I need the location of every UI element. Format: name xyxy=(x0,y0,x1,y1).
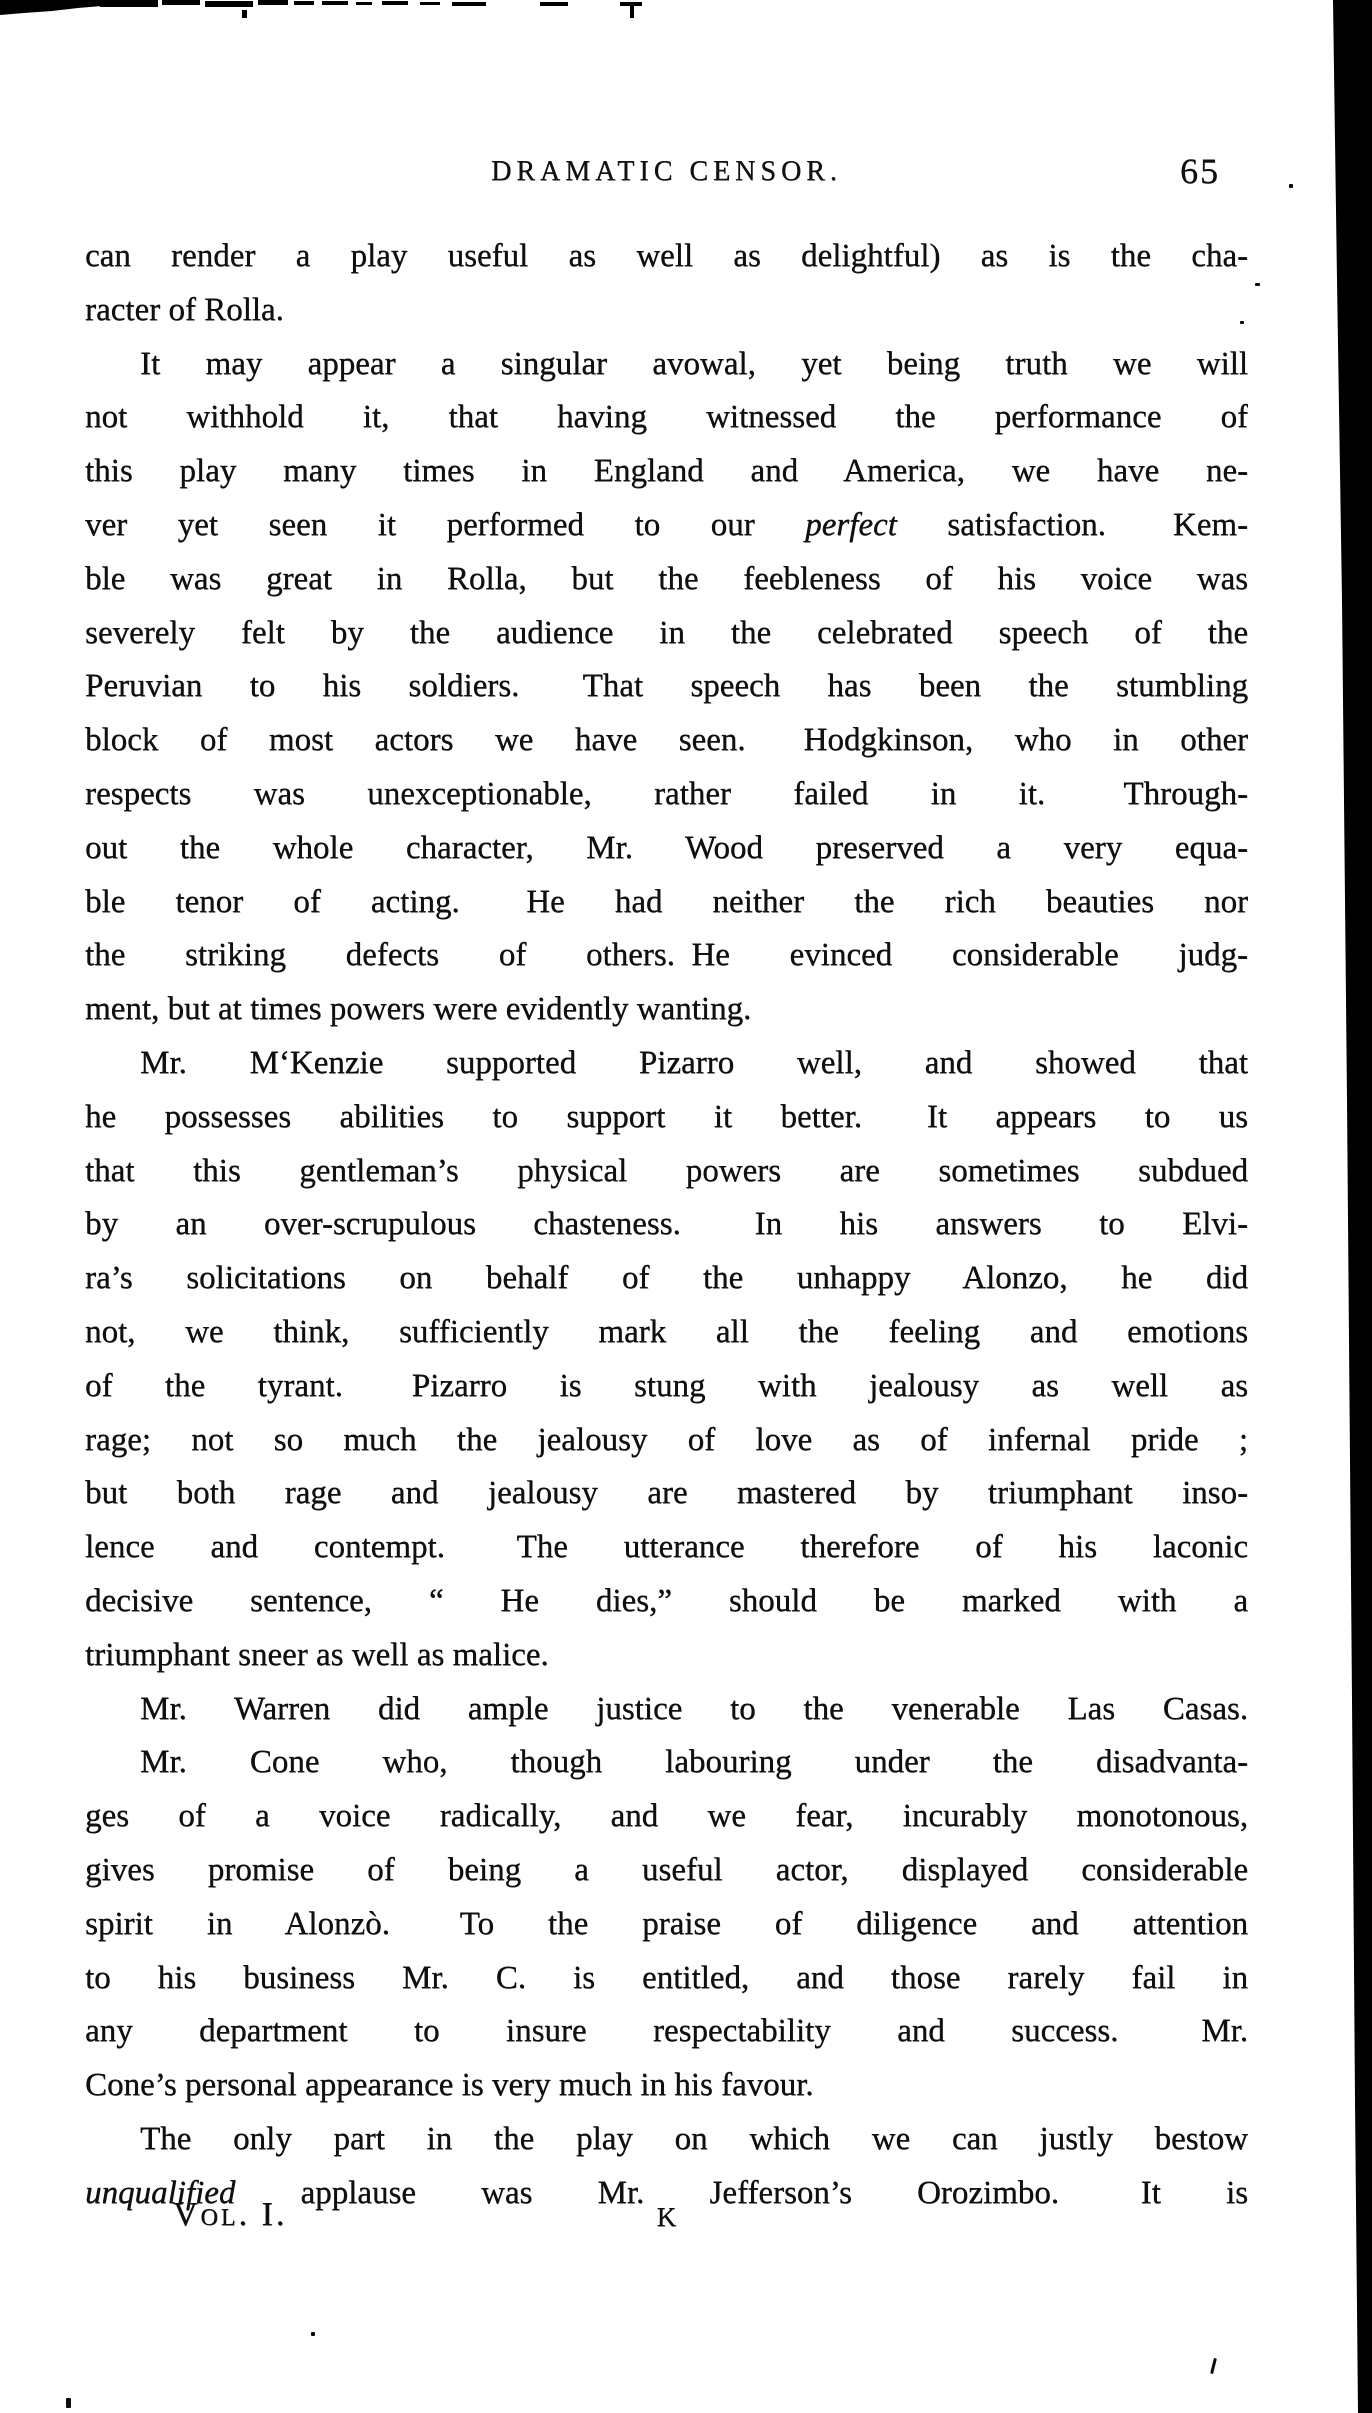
text-segment: gives promise of being a useful actor, displayed considerable xyxy=(85,1851,1248,1888)
page-header xyxy=(85,150,1248,210)
page-number: 65 xyxy=(1180,151,1220,191)
text-line xyxy=(85,2005,1248,2059)
text-segment: It may appear a singular avowal, yet being truth we will xyxy=(140,345,1248,382)
scan-speck xyxy=(66,2398,71,2408)
text-segment: by an over-scrupulous chasteness. In his answers to Elvi- xyxy=(85,1206,1248,1243)
text-segment: the striking defects of others. He evinced considerable judg- xyxy=(85,937,1248,974)
text-line xyxy=(85,660,1248,714)
text-segment: ra’s solicitations on behalf of the unhappy Alonzo, he did xyxy=(85,1260,1248,1297)
text-line xyxy=(85,1467,1248,1521)
text-segment: lence and contempt. The utterance therefore of his laconic xyxy=(85,1529,1248,1566)
signature-mark: K xyxy=(656,2202,677,2232)
text-segment: but both rage and jealousy are mastered by triumphant inso- xyxy=(85,1475,1248,1512)
scan-artifact-top-edge xyxy=(0,0,700,24)
text-line xyxy=(85,2059,1248,2113)
text-segment: can render a play useful as well as delightful) as is the cha- xyxy=(85,238,1248,274)
text-segment: not withhold it, that having witnessed the performance of xyxy=(85,399,1248,436)
paragraph xyxy=(85,1736,1248,2113)
running-title: DRAMATIC CENSOR. xyxy=(491,156,842,187)
text-line xyxy=(85,768,1248,822)
text-segment: block of most actors we have seen. Hodgkinson, who in other xyxy=(85,722,1248,759)
text-line xyxy=(85,445,1248,499)
text-segment: Peruvian to his soldiers. That speech has been the stumbling xyxy=(85,668,1248,705)
scan-artifact-right-edge xyxy=(1328,0,1372,2413)
text-line xyxy=(85,1414,1248,1468)
text-line xyxy=(85,1037,1248,1091)
text-segment: applause was Mr. Jefferson’s Orozimbo. It is xyxy=(235,2174,1248,2211)
paragraph xyxy=(85,338,1248,1037)
text-line xyxy=(85,499,1248,553)
text-segment: Mr. Cone who, though labouring under the disadvanta- xyxy=(140,1744,1248,1781)
text-line xyxy=(85,1683,1248,1737)
scan-speck xyxy=(1289,184,1293,188)
text-line xyxy=(85,1575,1248,1629)
text-segment: respects was unexceptionable, rather failed in it. Through- xyxy=(85,775,1248,812)
text-segment: out the whole character, Mr. Wood preserved a very equa- xyxy=(85,829,1248,866)
text-line xyxy=(85,983,1248,1037)
text-line xyxy=(85,1790,1248,1844)
text-segment: this play many times in England and America, we have ne- xyxy=(85,453,1248,490)
text-segment: ble tenor of acting. He had neither the rich beauties nor xyxy=(85,883,1248,920)
text-segment: Cone’s personal appearance is very much in his favour. xyxy=(85,2067,814,2104)
text-segment: The only part in the play on which we can justly bestow xyxy=(140,2120,1248,2157)
text-line xyxy=(85,929,1248,983)
page-footer xyxy=(85,2196,1248,2256)
page-text xyxy=(85,230,1248,2220)
text-line xyxy=(85,714,1248,768)
text-segment: ver yet seen it performed to our xyxy=(85,506,806,543)
text-line xyxy=(85,1091,1248,1145)
text-line xyxy=(85,230,1248,284)
text-segment: rage; not so much the jealousy of love as of infernal pride ; xyxy=(85,1421,1248,1458)
volume-label: Vol. I. xyxy=(173,2196,288,2233)
text-line xyxy=(85,1521,1248,1575)
text-line xyxy=(85,607,1248,661)
paragraph xyxy=(85,1683,1248,1737)
text-line xyxy=(85,338,1248,392)
text-line xyxy=(85,1844,1248,1898)
text-segment: decisive sentence, “ He dies,” should be marked with a xyxy=(85,1582,1248,1619)
text-segment: to his business Mr. C. is entitled, and those rarely fail in xyxy=(85,1959,1248,1996)
text-segment: severely felt by the audience in the celebrated speech of the xyxy=(85,614,1248,651)
text-line xyxy=(85,1198,1248,1252)
text-line xyxy=(85,1252,1248,1306)
text-line xyxy=(85,553,1248,607)
text-segment: that this gentleman’s physical powers are sometimes subdued xyxy=(85,1152,1248,1189)
text-line xyxy=(85,2113,1248,2167)
text-line xyxy=(85,876,1248,930)
text-segment: racter of Rolla. xyxy=(85,291,284,328)
text-line xyxy=(85,1629,1248,1683)
text-segment: ment, but at times powers were evidently wanting. xyxy=(85,991,752,1028)
text-segment: Mr. Warren did ample justice to the venerable Las Casas. xyxy=(140,1690,1248,1727)
text-segment: of the tyrant. Pizarro is stung with jealousy as well as xyxy=(85,1367,1248,1404)
scan-speck xyxy=(1255,283,1260,286)
text-segment: not, we think, sufficiently mark all the feeling and emotions xyxy=(85,1313,1248,1350)
italic-text: perfect xyxy=(805,506,897,543)
scan-speck xyxy=(1210,2358,1217,2374)
paragraph xyxy=(85,1037,1248,1683)
text-line xyxy=(85,1898,1248,1952)
text-segment: ges of a voice radically, and we fear, incurably monotonous, xyxy=(85,1798,1248,1835)
text-segment: any department to insure respectability and success. Mr. xyxy=(85,2013,1248,2050)
text-line xyxy=(85,1952,1248,2006)
text-segment: Mr. M‘Kenzie supported Pizarro well, and showed that xyxy=(140,1044,1248,1081)
text-segment: he possesses abilities to support it better. It appears to us xyxy=(85,1098,1248,1135)
scan-speck xyxy=(311,2332,315,2336)
text-line xyxy=(85,1736,1248,1790)
text-line xyxy=(85,822,1248,876)
text-segment: triumphant sneer as well as malice. xyxy=(85,1636,549,1673)
paragraph xyxy=(85,230,1248,338)
text-segment: ble was great in Rolla, but the feebleness of his voice was xyxy=(85,560,1248,597)
text-line xyxy=(85,1306,1248,1360)
text-segment: spirit in Alonzò. To the praise of diligence and attention xyxy=(85,1905,1248,1942)
text-line xyxy=(85,391,1248,445)
text-line xyxy=(85,284,1248,338)
text-line xyxy=(85,1145,1248,1199)
italic-text: unqualified xyxy=(85,2174,236,2211)
text-segment: satisfaction. Kem- xyxy=(896,506,1248,543)
text-line xyxy=(85,1360,1248,1414)
